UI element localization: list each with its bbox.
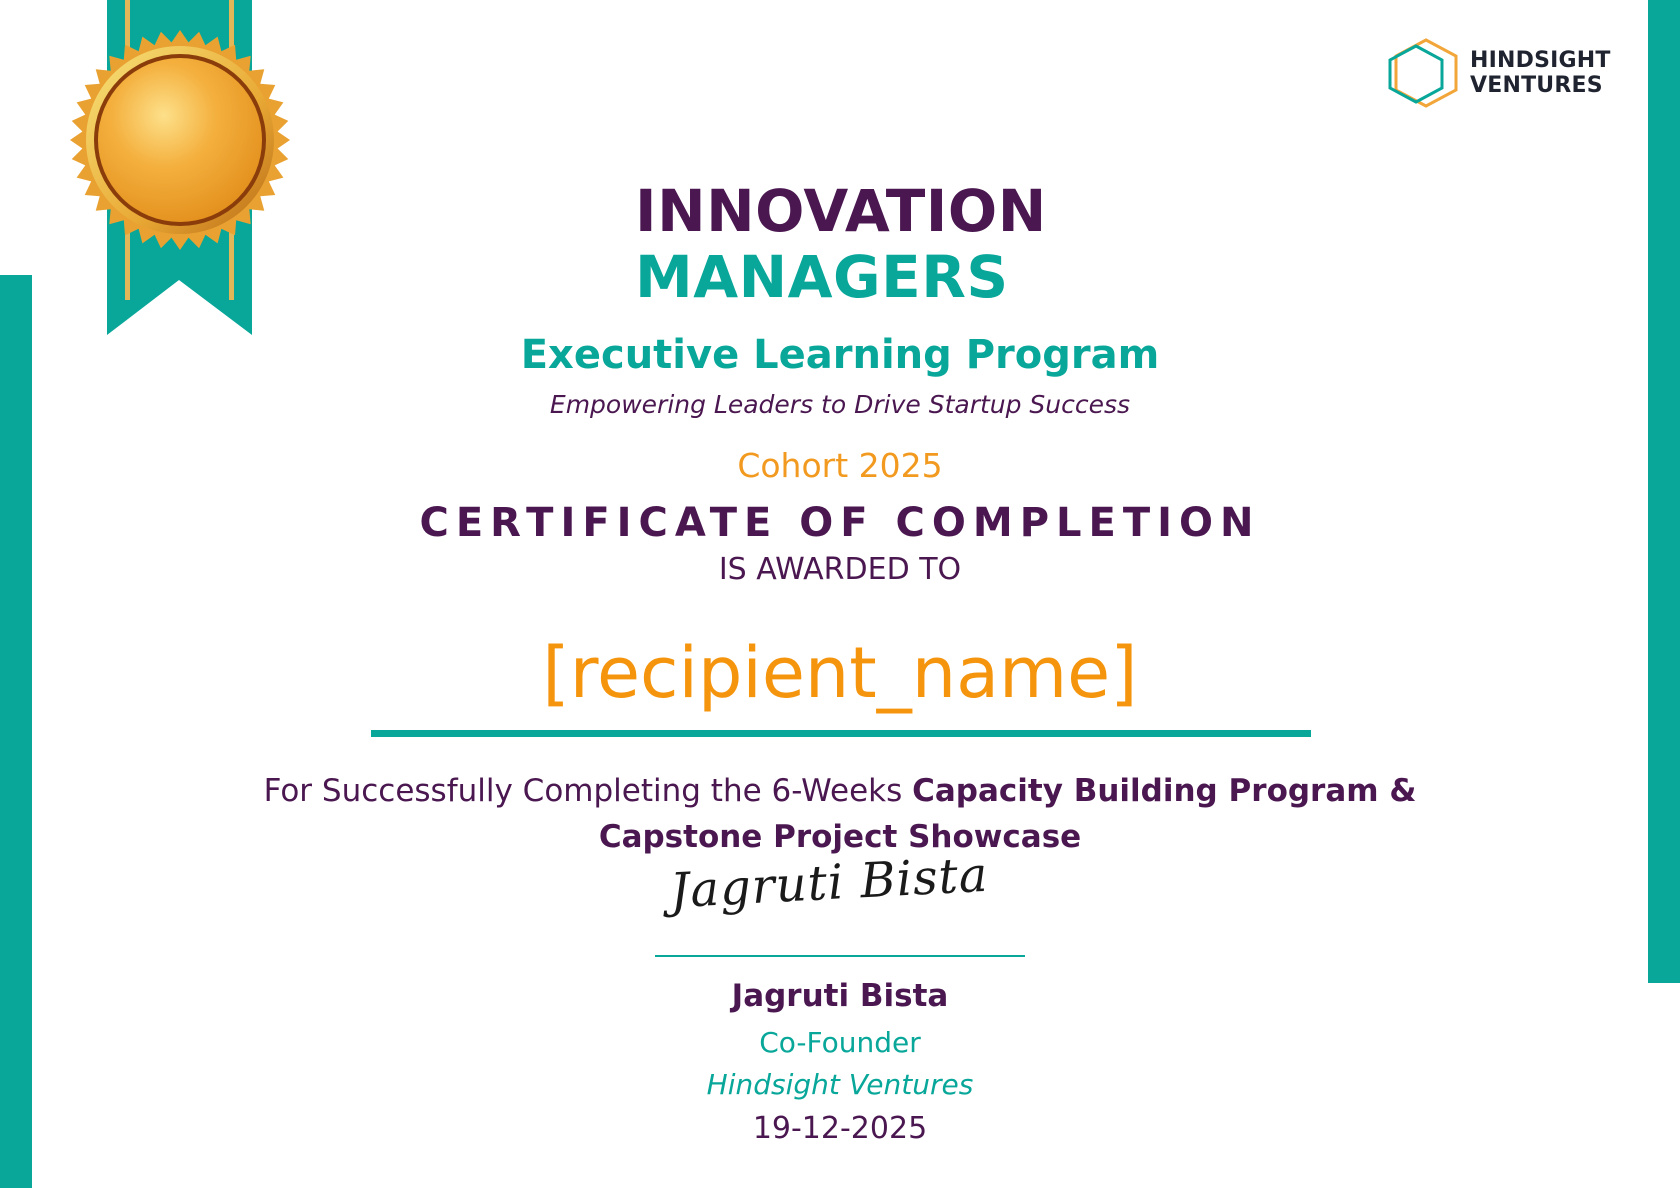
- signer-organization: Hindsight Ventures: [706, 1068, 974, 1101]
- program-title: [635, 178, 1047, 310]
- signer-role: Co-Founder: [759, 1026, 921, 1059]
- program-subtitle: Executive Learning Program: [520, 332, 1160, 378]
- recipient-underline: [371, 730, 1311, 737]
- desc-text-2: Program &: [1217, 773, 1417, 809]
- gold-seal-icon: [68, 28, 292, 252]
- issue-date: 19-12-2025: [752, 1111, 928, 1146]
- desc-bold-1: Capacity Building: [912, 773, 1218, 809]
- cohort-label: Cohort 2025: [737, 446, 943, 485]
- brand-line-2: VENTURES: [1470, 73, 1603, 98]
- program-title-line-2: MANAGERS: [635, 243, 1009, 311]
- recipient-name: [recipient_name]: [542, 632, 1138, 714]
- certificate-title: CERTIFICATE OF COMPLETION: [419, 500, 1261, 546]
- desc-text-1: For Successfully Completing the 6-Weeks: [263, 773, 913, 809]
- brand-line-1: HINDSIGHT: [1470, 48, 1611, 73]
- signature-line: [655, 955, 1025, 957]
- brand-name: [1470, 48, 1611, 98]
- completion-description: [0, 768, 1680, 860]
- desc-bold-2: Capstone Project Showcase: [598, 819, 1082, 855]
- signer-name: Jagruti Bista: [731, 978, 949, 1014]
- awarded-to-label: IS AWARDED TO: [718, 552, 962, 587]
- program-tagline: Empowering Leaders to Drive Startup Success: [549, 390, 1131, 419]
- program-title-line-1: INNOVATION: [635, 177, 1047, 245]
- signature: Jagruti Bista: [668, 846, 990, 920]
